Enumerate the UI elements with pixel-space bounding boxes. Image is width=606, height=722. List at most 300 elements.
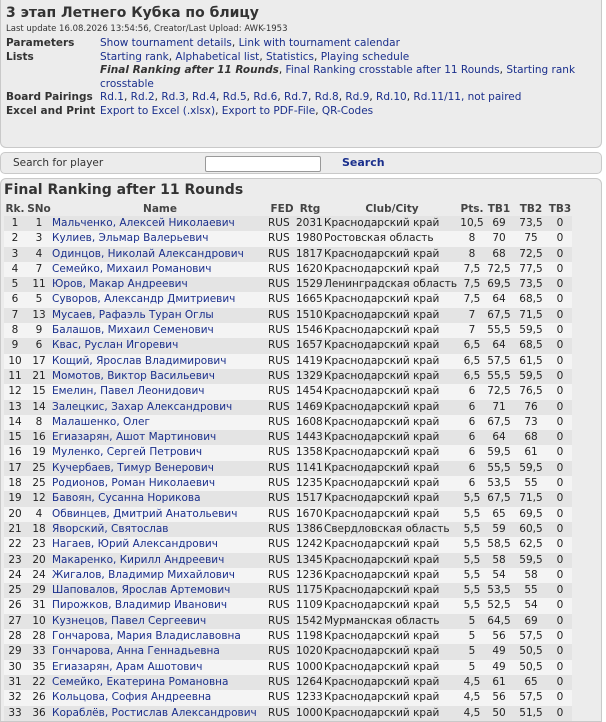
club-cell: Краснодарский край: [324, 216, 460, 231]
tb1-cell: 67,5: [484, 491, 514, 506]
fed-cell: RUS: [268, 247, 296, 262]
col-rank: Rk.: [5, 203, 25, 215]
sno-cell: 14: [26, 400, 52, 415]
round-links: Rd.1, Rd.2, Rd.3, Rd.4, Rd.5, Rd.6, Rd.7, Rd.8, Rd.9, Rd.10, Rd.11/11, not paired: [100, 91, 522, 103]
tb3-cell: 0: [548, 262, 572, 277]
player-name-link[interactable]: Макаренко, Кирилл Андреевич: [52, 553, 225, 566]
player-name-link[interactable]: Мальченко, Алексей Николаевич: [52, 217, 235, 229]
player-name-cell: [52, 660, 268, 675]
points-cell: 5,5: [460, 598, 484, 613]
tb3-cell: 0: [548, 354, 572, 369]
points-cell: 5,5: [460, 553, 484, 568]
tb1-cell: 56: [484, 629, 514, 644]
table-row: [4, 323, 572, 338]
rating-cell: 1345: [296, 553, 324, 568]
rank-cell: 23: [4, 553, 26, 568]
player-name-link[interactable]: Егиазарян, Ашот Мартинович: [52, 431, 217, 444]
round-10-link[interactable]: Rd.10: [376, 91, 407, 103]
tb3-cell: 0: [548, 247, 572, 262]
rating-cell: 1510: [296, 308, 324, 323]
rating-cell: 1236: [296, 568, 324, 583]
tb1-cell: 49: [484, 644, 514, 659]
fed-cell: RUS: [268, 553, 296, 568]
tb3-cell: 0: [548, 445, 572, 460]
player-name-link[interactable]: Гончарова, Мария Владиславовна: [52, 630, 241, 643]
tb2-cell: 59,5: [514, 553, 548, 568]
tb1-cell: 67,5: [484, 415, 514, 430]
table-row: [4, 491, 572, 506]
player-name-link[interactable]: Жигалов, Владимир Михайлович: [52, 568, 235, 581]
rating-cell: 1242: [296, 537, 324, 552]
fed-cell: RUS: [268, 461, 296, 476]
tb2-cell: 59,5: [514, 323, 548, 338]
sno-cell: 24: [26, 568, 52, 583]
parameters-label: Parameters: [6, 37, 75, 49]
tb1-cell: 49: [484, 660, 514, 675]
tb2-cell: 69,5: [514, 507, 548, 522]
search-button[interactable]: Search: [342, 156, 385, 169]
rank-cell: 16: [4, 445, 26, 460]
tb1-cell: 52,5: [484, 598, 514, 613]
points-cell: 6: [460, 415, 484, 430]
table-row: [4, 354, 572, 369]
points-cell: 8: [460, 247, 484, 262]
player-name-cell: [52, 384, 268, 399]
fed-cell: RUS: [268, 400, 296, 415]
table-row: [4, 338, 572, 353]
player-name-link[interactable]: Юров, Макар Андреевич: [52, 278, 188, 291]
round-3-link[interactable]: Rd.3: [161, 91, 186, 103]
player-name-link[interactable]: Малашенко, Олег: [52, 415, 150, 428]
player-name-link[interactable]: Гончарова, Анна Геннадьевна: [52, 645, 220, 658]
tb2-cell: 50,5: [514, 660, 548, 675]
board-pairings-row: [6, 91, 596, 105]
tb2-cell: 72,5: [514, 247, 548, 262]
player-name-link[interactable]: Семейко, Екатерина Романовна: [52, 675, 229, 688]
round-8-link[interactable]: Rd.8: [314, 91, 339, 103]
sno-cell: 5: [26, 292, 52, 307]
player-name-link[interactable]: Одинцов, Николай Александрович: [52, 247, 244, 260]
table-row: [4, 384, 572, 399]
player-name-cell: [52, 338, 268, 353]
rating-cell: 1020: [296, 644, 324, 659]
rating-cell: 1264: [296, 675, 324, 690]
rating-cell: 1443: [296, 430, 324, 445]
table-row: [4, 598, 572, 613]
player-name-cell: [52, 690, 268, 705]
player-name-cell: [52, 430, 268, 445]
player-name-link[interactable]: Пирожков, Владимир Иванович: [52, 599, 228, 612]
player-name-link[interactable]: Обвинцев, Дмитрий Анатольевич: [52, 507, 238, 520]
rank-cell: 3: [4, 247, 26, 262]
round-6-link[interactable]: Rd.6: [253, 91, 278, 103]
player-name-cell: [52, 553, 268, 568]
points-cell: 7: [460, 323, 484, 338]
player-name-cell: [52, 675, 268, 690]
player-name-cell: [52, 644, 268, 659]
table-row: [4, 537, 572, 552]
tb2-cell: 62,5: [514, 537, 548, 552]
tb2-cell: 73: [514, 415, 548, 430]
points-cell: 6: [460, 476, 484, 491]
sno-cell: 6: [26, 338, 52, 353]
player-name-link[interactable]: Кулиев, Эльмар Валерьевич: [52, 232, 209, 245]
sno-cell: 18: [26, 522, 52, 537]
starting-rank-link[interactable]: Starting rank: [100, 50, 169, 63]
round-7-link[interactable]: Rd.7: [284, 91, 309, 103]
round-5-link[interactable]: Rd.5: [222, 91, 247, 103]
player-name-link[interactable]: Яворский, Святослав: [52, 522, 169, 535]
fed-cell: RUS: [268, 430, 296, 445]
player-name-link[interactable]: Квас, Руслан Игоревич: [52, 339, 179, 352]
fed-cell: RUS: [268, 415, 296, 430]
tb3-cell: 0: [548, 338, 572, 353]
tournament-header: [0, 0, 602, 148]
alphabetical-list-link[interactable]: Alphabetical list: [175, 50, 260, 63]
tb2-cell: 73,5: [514, 216, 548, 231]
fed-cell: RUS: [268, 660, 296, 675]
rating-cell: 1329: [296, 369, 324, 384]
points-cell: 4,5: [460, 690, 484, 705]
player-name-link[interactable]: Родионов, Роман Николаевич: [52, 477, 216, 490]
sno-cell: 9: [26, 323, 52, 338]
tb1-cell: 57,5: [484, 354, 514, 369]
rank-cell: 30: [4, 660, 26, 675]
tb1-cell: 53,5: [484, 476, 514, 491]
tb2-cell: 75: [514, 231, 548, 246]
rating-cell: 1657: [296, 338, 324, 353]
excel-print-label: Excel and Print: [6, 104, 96, 117]
fed-cell: RUS: [268, 384, 296, 399]
rating-cell: 1980: [296, 231, 324, 246]
club-cell: Краснодарский край: [324, 644, 460, 659]
table-row: [4, 690, 572, 705]
playing-schedule-link[interactable]: Playing schedule: [320, 50, 410, 63]
fed-cell: RUS: [268, 522, 296, 537]
final-ranking-crosstable-link[interactable]: Final Ranking crosstable after 11 Rounds: [285, 64, 500, 76]
show-tournament-details-link[interactable]: Show tournament details: [100, 37, 232, 49]
tb1-cell: 59,5: [484, 445, 514, 460]
fed-cell: RUS: [268, 614, 296, 629]
tb3-cell: 0: [548, 476, 572, 491]
tb3-cell: 0: [548, 537, 572, 552]
export-links: Export to Excel (.xlsx), Export to PDF-File, QR-Codes: [100, 104, 374, 117]
ranking-header-row: [4, 202, 572, 216]
export-excel-link[interactable]: Export to Excel (.xlsx): [100, 104, 216, 117]
club-cell: Краснодарский край: [324, 629, 460, 644]
points-cell: 5,5: [460, 522, 484, 537]
sno-cell: 22: [26, 675, 52, 690]
player-name-link[interactable]: Кощий, Ярослав Владимирович: [52, 354, 227, 367]
search-input[interactable]: [205, 156, 321, 172]
sno-cell: 35: [26, 660, 52, 675]
tb3-cell: 0: [548, 384, 572, 399]
club-cell: Краснодарский край: [324, 338, 460, 353]
player-name-cell: [52, 476, 268, 491]
fed-cell: RUS: [268, 231, 296, 246]
points-cell: 5: [460, 629, 484, 644]
tb2-cell: 68,5: [514, 292, 548, 307]
points-cell: 6: [460, 384, 484, 399]
rank-cell: 18: [4, 476, 26, 491]
points-cell: 6: [460, 430, 484, 445]
rating-cell: 1419: [296, 354, 324, 369]
rank-cell: 8: [4, 323, 26, 338]
tb3-cell: 0: [548, 583, 572, 598]
tb3-cell: 0: [548, 216, 572, 231]
rank-cell: 9: [4, 338, 26, 353]
table-row: [4, 461, 572, 476]
rating-cell: 1608: [296, 415, 324, 430]
table-row: [4, 675, 572, 690]
rating-cell: 1235: [296, 476, 324, 491]
club-cell: Свердловская область: [324, 522, 460, 537]
player-name-link[interactable]: Мусаев, Рафаэль Туран Оглы: [52, 308, 214, 321]
player-name-cell: [52, 507, 268, 522]
club-cell: Краснодарский край: [324, 583, 460, 598]
player-name-cell: [52, 323, 268, 338]
round-4-link[interactable]: Rd.4: [192, 91, 216, 103]
tb3-cell: 0: [548, 415, 572, 430]
current-list-label: Final Ranking after 11 Rounds: [100, 64, 279, 76]
points-cell: 5: [460, 644, 484, 659]
tb1-cell: 64: [484, 338, 514, 353]
tb2-cell: 68,5: [514, 338, 548, 353]
fed-cell: RUS: [268, 277, 296, 292]
player-name-cell: [52, 583, 268, 598]
starting-rank-crosstable-link[interactable]: Starting rank crosstable: [100, 64, 576, 90]
player-name-cell: [52, 216, 268, 231]
not-paired-link[interactable]: , not paired: [460, 91, 522, 103]
club-cell: Краснодарский край: [324, 491, 460, 506]
rating-cell: 1620: [296, 262, 324, 277]
last-update-text: Last update 16.08.2026 13:54:56, Creator/Last Upload: AWK-1953: [6, 24, 288, 34]
rank-cell: 25: [4, 583, 26, 598]
sno-cell: 25: [26, 476, 52, 491]
sno-cell: 21: [26, 369, 52, 384]
fed-cell: RUS: [268, 644, 296, 659]
club-cell: Краснодарский край: [324, 598, 460, 613]
points-cell: 5: [460, 614, 484, 629]
tb2-cell: 60,5: [514, 522, 548, 537]
table-row: [4, 583, 572, 598]
rating-cell: 2031: [296, 216, 324, 231]
sno-cell: 19: [26, 445, 52, 460]
player-name-link[interactable]: Муленко, Сергей Петрович: [52, 446, 203, 459]
rating-cell: 1109: [296, 598, 324, 613]
col-sno: SNo: [27, 203, 51, 215]
tb1-cell: 69: [484, 216, 514, 231]
tb1-cell: 67,5: [484, 308, 514, 323]
points-cell: 8: [460, 231, 484, 246]
col-name: Name: [143, 203, 177, 215]
fed-cell: RUS: [268, 369, 296, 384]
rank-cell: 11: [4, 369, 26, 384]
col-fed: FED: [270, 203, 294, 215]
round-2-link[interactable]: Rd.2: [130, 91, 155, 103]
table-row: [4, 507, 572, 522]
tb2-cell: 76: [514, 400, 548, 415]
rating-cell: 1141: [296, 461, 324, 476]
player-name-link[interactable]: Момотов, Виктор Васильевич: [52, 369, 215, 382]
rating-cell: 1198: [296, 629, 324, 644]
round-11-link[interactable]: Rd.11/11: [413, 91, 461, 103]
tb2-cell: 76,5: [514, 384, 548, 399]
player-name-link[interactable]: Кузнецов, Павел Сергеевич: [52, 614, 207, 627]
tb1-cell: 58,5: [484, 537, 514, 552]
player-name-link[interactable]: Кораблёв, Ростислав Александрович: [52, 706, 257, 719]
points-cell: 6,5: [460, 354, 484, 369]
tournament-calendar-link[interactable]: Link with tournament calendar: [238, 37, 400, 49]
player-name-link[interactable]: Балашов, Михаил Семенович: [52, 324, 214, 337]
col-club: Club/City: [365, 203, 419, 215]
fed-cell: RUS: [268, 507, 296, 522]
fed-cell: RUS: [268, 629, 296, 644]
club-cell: Краснодарский край: [324, 430, 460, 445]
table-row: [4, 262, 572, 277]
sno-cell: 3: [26, 231, 52, 246]
sno-cell: 17: [26, 354, 52, 369]
tb3-cell: 0: [548, 400, 572, 415]
player-name-link[interactable]: Егиазарян, Арам Ашотович: [52, 660, 203, 673]
player-name-cell: [52, 537, 268, 552]
col-pts: Pts.: [460, 203, 484, 215]
tb1-cell: 68: [484, 247, 514, 262]
player-name-link[interactable]: Суворов, Александр Дмитриевич: [52, 293, 236, 306]
sno-cell: 36: [26, 706, 52, 721]
ranking-panel: [0, 178, 602, 722]
player-name-cell: [52, 277, 268, 292]
sno-cell: 8: [26, 415, 52, 430]
points-cell: 5,5: [460, 491, 484, 506]
tb1-cell: 58: [484, 553, 514, 568]
lists-row: [6, 51, 596, 92]
tb1-cell: 55,5: [484, 461, 514, 476]
table-row: [4, 629, 572, 644]
club-cell: Краснодарский край: [324, 690, 460, 705]
fed-cell: RUS: [268, 491, 296, 506]
table-row: [4, 644, 572, 659]
tb3-cell: 0: [548, 308, 572, 323]
sno-cell: 20: [26, 553, 52, 568]
rank-cell: 12: [4, 384, 26, 399]
tb3-cell: 0: [548, 292, 572, 307]
fed-cell: RUS: [268, 338, 296, 353]
tb3-cell: 0: [548, 598, 572, 613]
points-cell: 7,5: [460, 292, 484, 307]
points-cell: 5: [460, 660, 484, 675]
club-cell: Краснодарский край: [324, 675, 460, 690]
rating-cell: 1000: [296, 706, 324, 721]
parameters-links: Show tournament details, Link with tournament calendar: [100, 37, 400, 49]
table-row: [4, 445, 572, 460]
club-cell: Краснодарский край: [324, 262, 460, 277]
fed-cell: RUS: [268, 262, 296, 277]
player-name-link[interactable]: Кольцова, София Андреевна: [52, 691, 212, 704]
club-cell: Краснодарский край: [324, 400, 460, 415]
rank-cell: 19: [4, 491, 26, 506]
player-name-link[interactable]: Кучербаев, Тимур Венерович: [52, 461, 214, 474]
sno-cell: 26: [26, 690, 52, 705]
round-9-link[interactable]: Rd.9: [345, 91, 370, 103]
club-cell: Ростовская область: [324, 231, 460, 246]
rank-cell: 15: [4, 430, 26, 445]
player-name-link[interactable]: Емелин, Павел Леонидович: [52, 385, 205, 398]
player-name-link[interactable]: Семейко, Михаил Романович: [52, 262, 212, 275]
fed-cell: RUS: [268, 354, 296, 369]
fed-cell: RUS: [268, 568, 296, 583]
statistics-link[interactable]: Statistics: [266, 50, 314, 63]
tb3-cell: 0: [548, 690, 572, 705]
rank-cell: 10: [4, 354, 26, 369]
tb2-cell: 58: [514, 568, 548, 583]
player-name-link[interactable]: Залецкис, Захар Александрович: [52, 400, 233, 413]
player-name-cell: [52, 568, 268, 583]
player-name-link[interactable]: Шаповалов, Ярослав Артемович: [52, 584, 231, 597]
board-pairings-label: Board Pairings: [6, 91, 93, 103]
export-pdf-link[interactable]: Export to PDF-File: [221, 104, 316, 117]
col-tb1: TB1: [487, 203, 511, 215]
club-cell: Краснодарский край: [324, 461, 460, 476]
tb3-cell: 0: [548, 507, 572, 522]
club-cell: Краснодарский край: [324, 384, 460, 399]
club-cell: Краснодарский край: [324, 706, 460, 721]
ranking-body: [4, 216, 572, 721]
tb1-cell: 56: [484, 690, 514, 705]
rank-cell: 22: [4, 537, 26, 552]
sno-cell: 1: [26, 216, 52, 231]
player-name-link[interactable]: Нагаев, Юрий Александрович: [52, 538, 218, 551]
tb3-cell: 0: [548, 277, 572, 292]
table-row: [4, 231, 572, 246]
rank-cell: 7: [4, 308, 26, 323]
round-1-link[interactable]: Rd.1: [100, 91, 124, 103]
rating-cell: 1469: [296, 400, 324, 415]
rating-cell: 1454: [296, 384, 324, 399]
player-name-cell: [52, 491, 268, 506]
rank-cell: 5: [4, 277, 26, 292]
tb1-cell: 72,5: [484, 384, 514, 399]
fed-cell: RUS: [268, 476, 296, 491]
sno-cell: 16: [26, 430, 52, 445]
player-name-cell: [52, 706, 268, 721]
table-row: [4, 660, 572, 675]
rank-cell: 29: [4, 644, 26, 659]
rank-cell: 17: [4, 461, 26, 476]
rank-cell: 31: [4, 675, 26, 690]
sno-cell: 4: [26, 247, 52, 262]
lists-label: Lists: [6, 50, 34, 63]
qr-codes-link[interactable]: QR-Codes: [321, 104, 374, 117]
sno-cell: 12: [26, 491, 52, 506]
tb2-cell: 59,5: [514, 461, 548, 476]
tb1-cell: 72,5: [484, 262, 514, 277]
tb3-cell: 0: [548, 568, 572, 583]
rating-cell: 1358: [296, 445, 324, 460]
points-cell: 7: [460, 308, 484, 323]
info-table: [6, 37, 596, 118]
rank-cell: 26: [4, 598, 26, 613]
rating-cell: 1670: [296, 507, 324, 522]
table-row: [4, 400, 572, 415]
player-name-link[interactable]: Бавоян, Сусанна Норикова: [52, 492, 201, 505]
rank-cell: 33: [4, 706, 26, 721]
rank-cell: 14: [4, 415, 26, 430]
tb1-cell: 64: [484, 292, 514, 307]
col-tb3: TB3: [548, 203, 572, 215]
player-name-cell: [52, 445, 268, 460]
rank-cell: 13: [4, 400, 26, 415]
